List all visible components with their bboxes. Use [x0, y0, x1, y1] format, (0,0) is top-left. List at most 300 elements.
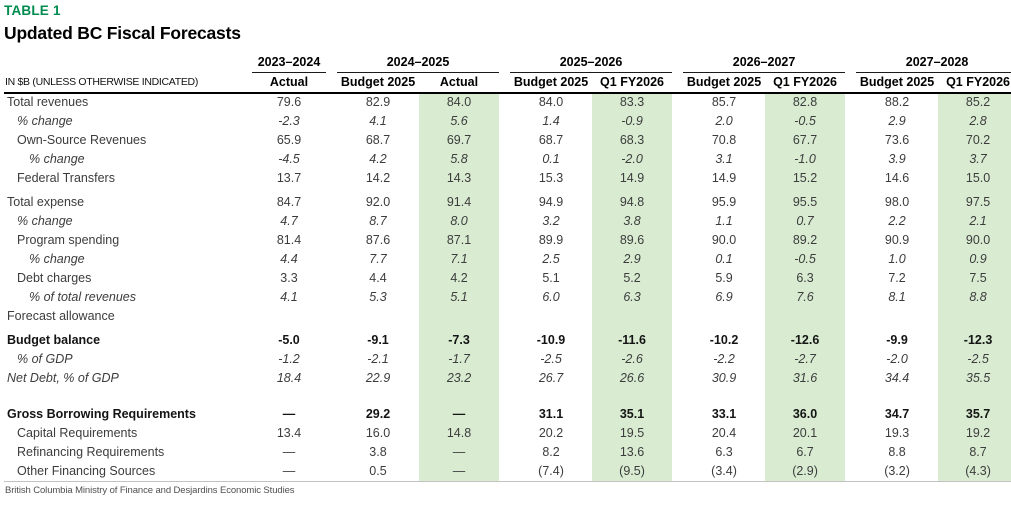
column-gap	[326, 188, 337, 212]
value-cell: 7.2	[888, 271, 906, 285]
value-cell: -12.3	[963, 333, 993, 347]
value-cell: 5.3	[369, 290, 387, 304]
column-gap	[499, 288, 510, 307]
row-label: Total revenues	[7, 95, 89, 109]
column-gap	[672, 250, 683, 269]
value-cell: 94.9	[538, 195, 564, 209]
value-cell: 2.2	[888, 214, 906, 228]
column-gap	[326, 462, 337, 481]
column-gap	[499, 72, 510, 93]
value-cell: 3.2	[542, 214, 560, 228]
value-cell: 4.7	[280, 214, 298, 228]
value-cell	[252, 307, 326, 326]
column-gap	[672, 424, 683, 443]
column-gap	[845, 388, 856, 424]
row-label: Budget balance	[7, 333, 101, 347]
value-cell: (2.9)	[792, 463, 818, 478]
value-cell: 5.9	[715, 271, 733, 285]
value-cell: -1.7	[448, 352, 470, 366]
value-cell: 0.1	[715, 252, 733, 266]
value-cell: 7.5	[969, 271, 987, 285]
column-gap	[672, 288, 683, 307]
value-cell: 6.7	[796, 445, 814, 459]
value-cell: 6.9	[715, 290, 733, 304]
value-cell: 22.9	[365, 371, 391, 385]
table-row	[4, 212, 1011, 231]
row-label: % change	[29, 252, 85, 266]
value-cell: 89.2	[792, 233, 818, 247]
value-cell: 34.4	[884, 371, 910, 385]
value-cell: 7.6	[796, 290, 814, 304]
table-row	[4, 112, 1011, 131]
value-cell	[510, 307, 592, 326]
value-cell: 30.9	[711, 371, 737, 385]
row-label: Own-Source Revenues	[17, 133, 147, 147]
value-cell: 67.7	[792, 133, 818, 147]
value-cell: -2.7	[794, 352, 816, 366]
column-gap	[845, 443, 856, 462]
value-cell: -2.5	[967, 352, 989, 366]
value-cell: -2.0	[621, 152, 643, 166]
column-header: Budget 2025	[856, 72, 938, 93]
column-gap	[672, 169, 683, 188]
column-header: Q1 FY2026	[765, 72, 845, 93]
value-cell: -0.5	[794, 114, 816, 128]
row-label: Gross Borrowing Requirements	[7, 407, 196, 421]
value-cell: -1.2	[278, 352, 300, 366]
value-cell: 89.6	[619, 233, 645, 247]
column-header: Actual	[419, 72, 499, 93]
column-gap	[845, 350, 856, 369]
column-gap	[499, 112, 510, 131]
value-cell: (7.4)	[538, 463, 564, 478]
value-cell: 4.2	[369, 152, 387, 166]
value-cell: 15.2	[792, 171, 818, 185]
value-cell: 2.8	[969, 114, 987, 128]
column-gap	[672, 72, 683, 93]
value-cell: —	[282, 445, 296, 459]
column-gap	[845, 169, 856, 188]
column-gap	[845, 150, 856, 169]
column-gap	[326, 150, 337, 169]
value-cell: 13.6	[619, 445, 645, 459]
column-gap	[672, 326, 683, 350]
value-cell: 84.0	[446, 95, 472, 109]
column-gap	[326, 269, 337, 288]
column-header: Q1 FY2026	[592, 72, 672, 93]
source-note: British Columbia Ministry of Finance and Desjardins Economic Studies	[5, 484, 295, 496]
column-gap	[672, 150, 683, 169]
column-gap	[845, 49, 856, 72]
column-gap	[845, 212, 856, 231]
value-cell: —	[282, 407, 296, 421]
page-title: Updated BC Fiscal Forecasts	[4, 23, 241, 43]
value-cell: (4.3)	[965, 463, 991, 478]
value-cell: 4.1	[369, 114, 387, 128]
column-gap	[499, 350, 510, 369]
value-cell: -10.9	[536, 333, 566, 347]
value-cell: 89.9	[538, 233, 564, 247]
value-cell: 8.8	[969, 290, 987, 304]
value-cell: 6.3	[623, 290, 641, 304]
value-cell: 29.2	[365, 407, 391, 421]
value-cell: -7.3	[448, 333, 470, 347]
value-cell	[592, 307, 672, 326]
value-cell: 8.7	[369, 214, 387, 228]
year-header: 2025–2026	[510, 49, 672, 72]
table-label: TABLE 1	[4, 3, 61, 18]
column-gap	[499, 424, 510, 443]
value-cell: 88.2	[884, 95, 910, 109]
value-cell: 7.7	[369, 252, 387, 266]
column-gap	[845, 93, 856, 112]
column-gap	[499, 169, 510, 188]
value-cell: 87.1	[446, 233, 472, 247]
column-gap	[672, 369, 683, 388]
value-cell: -2.3	[278, 114, 300, 128]
column-header: Actual	[252, 72, 326, 93]
column-gap	[326, 388, 337, 424]
value-cell: 20.2	[538, 426, 564, 440]
row-label: Net Debt, % of GDP	[7, 371, 119, 385]
column-gap	[672, 443, 683, 462]
row-label: Program spending	[17, 233, 120, 247]
column-gap	[326, 49, 337, 72]
column-gap	[672, 112, 683, 131]
value-cell: 33.1	[711, 407, 737, 421]
value-cell: 0.5	[369, 463, 387, 478]
value-cell	[938, 307, 1011, 326]
value-cell	[856, 307, 938, 326]
value-cell: 13.7	[276, 171, 302, 185]
table-row	[4, 350, 1011, 369]
value-cell: 3.1	[715, 152, 733, 166]
column-gap	[499, 150, 510, 169]
column-gap	[845, 326, 856, 350]
value-cell: 3.7	[969, 152, 987, 166]
value-cell: 14.6	[884, 171, 910, 185]
value-cell	[419, 307, 499, 326]
column-gap	[845, 462, 856, 481]
column-gap	[845, 72, 856, 93]
column-gap	[845, 369, 856, 388]
value-cell: 8.1	[888, 290, 906, 304]
value-cell: -2.1	[367, 352, 389, 366]
fiscal-table	[4, 49, 1011, 482]
table-row	[4, 131, 1011, 150]
column-gap	[499, 131, 510, 150]
value-cell: 90.0	[965, 233, 991, 247]
value-cell: 82.9	[365, 95, 391, 109]
row-label: Total expense	[7, 195, 85, 209]
value-cell: 7.1	[450, 252, 468, 266]
value-cell: 23.2	[446, 371, 472, 385]
value-cell: 97.5	[965, 195, 991, 209]
value-cell: 26.6	[619, 371, 645, 385]
table-row	[4, 188, 1011, 212]
value-cell: -1.0	[794, 152, 816, 166]
value-cell: 34.7	[884, 407, 910, 421]
table-row	[4, 288, 1011, 307]
row-label: Capital Requirements	[17, 426, 138, 440]
value-cell: 14.9	[619, 171, 645, 185]
value-cell: 94.8	[619, 195, 645, 209]
value-cell: 35.1	[619, 407, 645, 421]
value-cell: (9.5)	[619, 463, 645, 478]
table-row	[4, 424, 1011, 443]
value-cell: 4.4	[369, 271, 387, 285]
value-cell: 19.3	[884, 426, 910, 440]
value-cell: 19.2	[965, 426, 991, 440]
value-cell: 69.7	[446, 133, 472, 147]
value-cell: 91.4	[446, 195, 472, 209]
value-cell: 98.0	[884, 195, 910, 209]
value-cell: 6.0	[542, 290, 560, 304]
column-gap	[499, 443, 510, 462]
row-label: % change	[17, 114, 73, 128]
row-label: % change	[17, 214, 73, 228]
value-cell: 0.1	[542, 152, 560, 166]
year-header: 2027–2028	[856, 49, 1011, 72]
value-cell: -9.1	[367, 333, 389, 347]
value-cell: -2.2	[713, 352, 735, 366]
value-cell: -0.9	[621, 114, 643, 128]
value-cell: 5.6	[450, 114, 468, 128]
value-cell: 95.5	[792, 195, 818, 209]
column-gap	[845, 112, 856, 131]
column-gap	[326, 169, 337, 188]
value-cell: -0.5	[794, 252, 816, 266]
value-cell: -2.6	[621, 352, 643, 366]
value-cell: 26.7	[538, 371, 564, 385]
value-cell: (3.2)	[884, 463, 910, 478]
column-gap	[499, 49, 510, 72]
value-cell: -9.9	[886, 333, 908, 347]
column-header: Q1 FY2026	[938, 72, 1011, 93]
value-cell: 15.0	[965, 171, 991, 185]
column-header-row	[4, 72, 1011, 93]
value-cell: 5.2	[623, 271, 641, 285]
value-cell: 14.3	[446, 171, 472, 185]
value-cell: 92.0	[365, 195, 391, 209]
column-gap	[672, 462, 683, 481]
value-cell: 68.7	[365, 133, 391, 147]
column-gap	[326, 307, 337, 326]
column-gap	[326, 93, 337, 112]
row-label: % change	[29, 152, 85, 166]
column-gap	[499, 326, 510, 350]
value-cell: -10.2	[709, 333, 739, 347]
column-gap	[499, 388, 510, 424]
table-row	[4, 169, 1011, 188]
column-gap	[672, 269, 683, 288]
column-gap	[672, 231, 683, 250]
value-cell: 4.2	[450, 271, 468, 285]
table-row	[4, 326, 1011, 350]
column-header: Budget 2025	[510, 72, 592, 93]
value-cell: 3.8	[623, 214, 641, 228]
value-cell: -4.5	[278, 152, 300, 166]
value-cell: 85.7	[711, 95, 737, 109]
value-cell: 95.9	[711, 195, 737, 209]
column-gap	[845, 288, 856, 307]
row-label: Forecast allowance	[7, 309, 115, 323]
year-header: 2026–2027	[683, 49, 845, 72]
value-cell: 5.8	[450, 152, 468, 166]
value-cell: 36.0	[792, 407, 818, 421]
column-gap	[326, 112, 337, 131]
value-cell: —	[452, 445, 466, 459]
value-cell	[337, 307, 419, 326]
value-cell: 83.3	[619, 95, 645, 109]
value-cell: 84.0	[538, 95, 564, 109]
column-header: Budget 2025	[337, 72, 419, 93]
value-cell: 81.4	[276, 233, 302, 247]
row-label: Federal Transfers	[17, 171, 115, 185]
column-gap	[326, 326, 337, 350]
value-cell: —	[282, 463, 296, 478]
value-cell: 4.4	[280, 252, 298, 266]
value-cell: 13.4	[276, 426, 302, 440]
table-row	[4, 231, 1011, 250]
column-gap	[672, 388, 683, 424]
value-cell: 2.9	[888, 114, 906, 128]
value-cell: 70.8	[711, 133, 737, 147]
value-cell: 65.9	[276, 133, 302, 147]
column-gap	[499, 462, 510, 481]
value-cell: 84.7	[276, 195, 302, 209]
column-gap	[499, 369, 510, 388]
value-cell: 0.7	[796, 214, 814, 228]
column-gap	[672, 131, 683, 150]
table-row	[4, 93, 1011, 112]
value-cell: 68.3	[619, 133, 645, 147]
value-cell: -2.0	[886, 352, 908, 366]
value-cell: 31.1	[538, 407, 564, 421]
column-gap	[326, 212, 337, 231]
table-row	[4, 269, 1011, 288]
column-gap	[326, 369, 337, 388]
year-header-row	[4, 49, 1011, 72]
value-cell: 2.0	[715, 114, 733, 128]
column-gap	[672, 93, 683, 112]
row-label: % of GDP	[17, 352, 73, 366]
value-cell: 1.0	[888, 252, 906, 266]
column-gap	[326, 424, 337, 443]
column-gap	[672, 350, 683, 369]
column-gap	[499, 231, 510, 250]
column-gap	[499, 250, 510, 269]
value-cell: 20.4	[711, 426, 737, 440]
value-cell	[765, 307, 845, 326]
value-cell: -11.6	[618, 333, 646, 347]
value-cell: 1.1	[715, 214, 733, 228]
value-cell: 2.5	[542, 252, 560, 266]
table-row	[4, 250, 1011, 269]
value-cell	[683, 307, 765, 326]
value-cell: 20.1	[792, 426, 818, 440]
value-cell: (3.4)	[711, 463, 737, 478]
value-cell: 18.4	[276, 371, 302, 385]
value-cell: 14.8	[446, 426, 472, 440]
column-gap	[326, 231, 337, 250]
column-gap	[326, 350, 337, 369]
column-gap	[326, 250, 337, 269]
value-cell: 4.1	[280, 290, 298, 304]
column-gap	[845, 307, 856, 326]
column-gap	[499, 307, 510, 326]
value-cell: -5.0	[278, 333, 300, 347]
table-row	[4, 462, 1011, 481]
table-row	[4, 443, 1011, 462]
column-gap	[672, 307, 683, 326]
table-row	[4, 150, 1011, 169]
column-gap	[845, 188, 856, 212]
row-label: Debt charges	[17, 271, 92, 285]
value-cell: 68.7	[538, 133, 564, 147]
value-cell: 85.2	[965, 95, 991, 109]
value-cell: 3.9	[888, 152, 906, 166]
value-cell: 35.5	[965, 371, 991, 385]
value-cell: 8.8	[888, 445, 906, 459]
value-cell: 14.2	[365, 171, 391, 185]
value-cell: -12.6	[790, 333, 820, 347]
value-cell: 8.7	[969, 445, 987, 459]
value-cell: 2.9	[623, 252, 641, 266]
value-cell: 14.9	[711, 171, 737, 185]
year-row-spacer	[4, 49, 252, 72]
column-header: Budget 2025	[683, 72, 765, 93]
column-gap	[326, 288, 337, 307]
column-gap	[499, 188, 510, 212]
unit-note: IN $B (UNLESS OTHERWISE INDICATED)	[4, 72, 252, 93]
column-gap	[499, 93, 510, 112]
value-cell: 3.8	[369, 445, 387, 459]
value-cell: 5.1	[542, 271, 560, 285]
table-row	[4, 307, 1011, 326]
table-row	[4, 388, 1011, 424]
value-cell: 79.6	[276, 95, 302, 109]
column-gap	[326, 72, 337, 93]
column-gap	[326, 131, 337, 150]
column-gap	[845, 231, 856, 250]
column-gap	[845, 424, 856, 443]
value-cell: 90.0	[711, 233, 737, 247]
value-cell: 82.8	[792, 95, 818, 109]
column-gap	[499, 212, 510, 231]
column-gap	[672, 49, 683, 72]
value-cell: 70.2	[965, 133, 991, 147]
column-gap	[845, 131, 856, 150]
value-cell: 2.1	[969, 214, 987, 228]
column-gap	[499, 269, 510, 288]
value-cell: 31.6	[792, 371, 818, 385]
column-gap	[326, 443, 337, 462]
row-label: Other Financing Sources	[17, 463, 156, 478]
year-header: 2024–2025	[337, 49, 499, 72]
column-gap	[672, 188, 683, 212]
value-cell: 6.3	[796, 271, 814, 285]
row-label: Refinancing Requirements	[17, 445, 165, 459]
column-gap	[845, 250, 856, 269]
value-cell: -2.5	[540, 352, 562, 366]
value-cell: 15.3	[538, 171, 564, 185]
value-cell: 19.5	[619, 426, 645, 440]
value-cell: 0.9	[969, 252, 987, 266]
value-cell: 16.0	[365, 426, 391, 440]
column-gap	[672, 212, 683, 231]
value-cell: 8.2	[542, 445, 560, 459]
